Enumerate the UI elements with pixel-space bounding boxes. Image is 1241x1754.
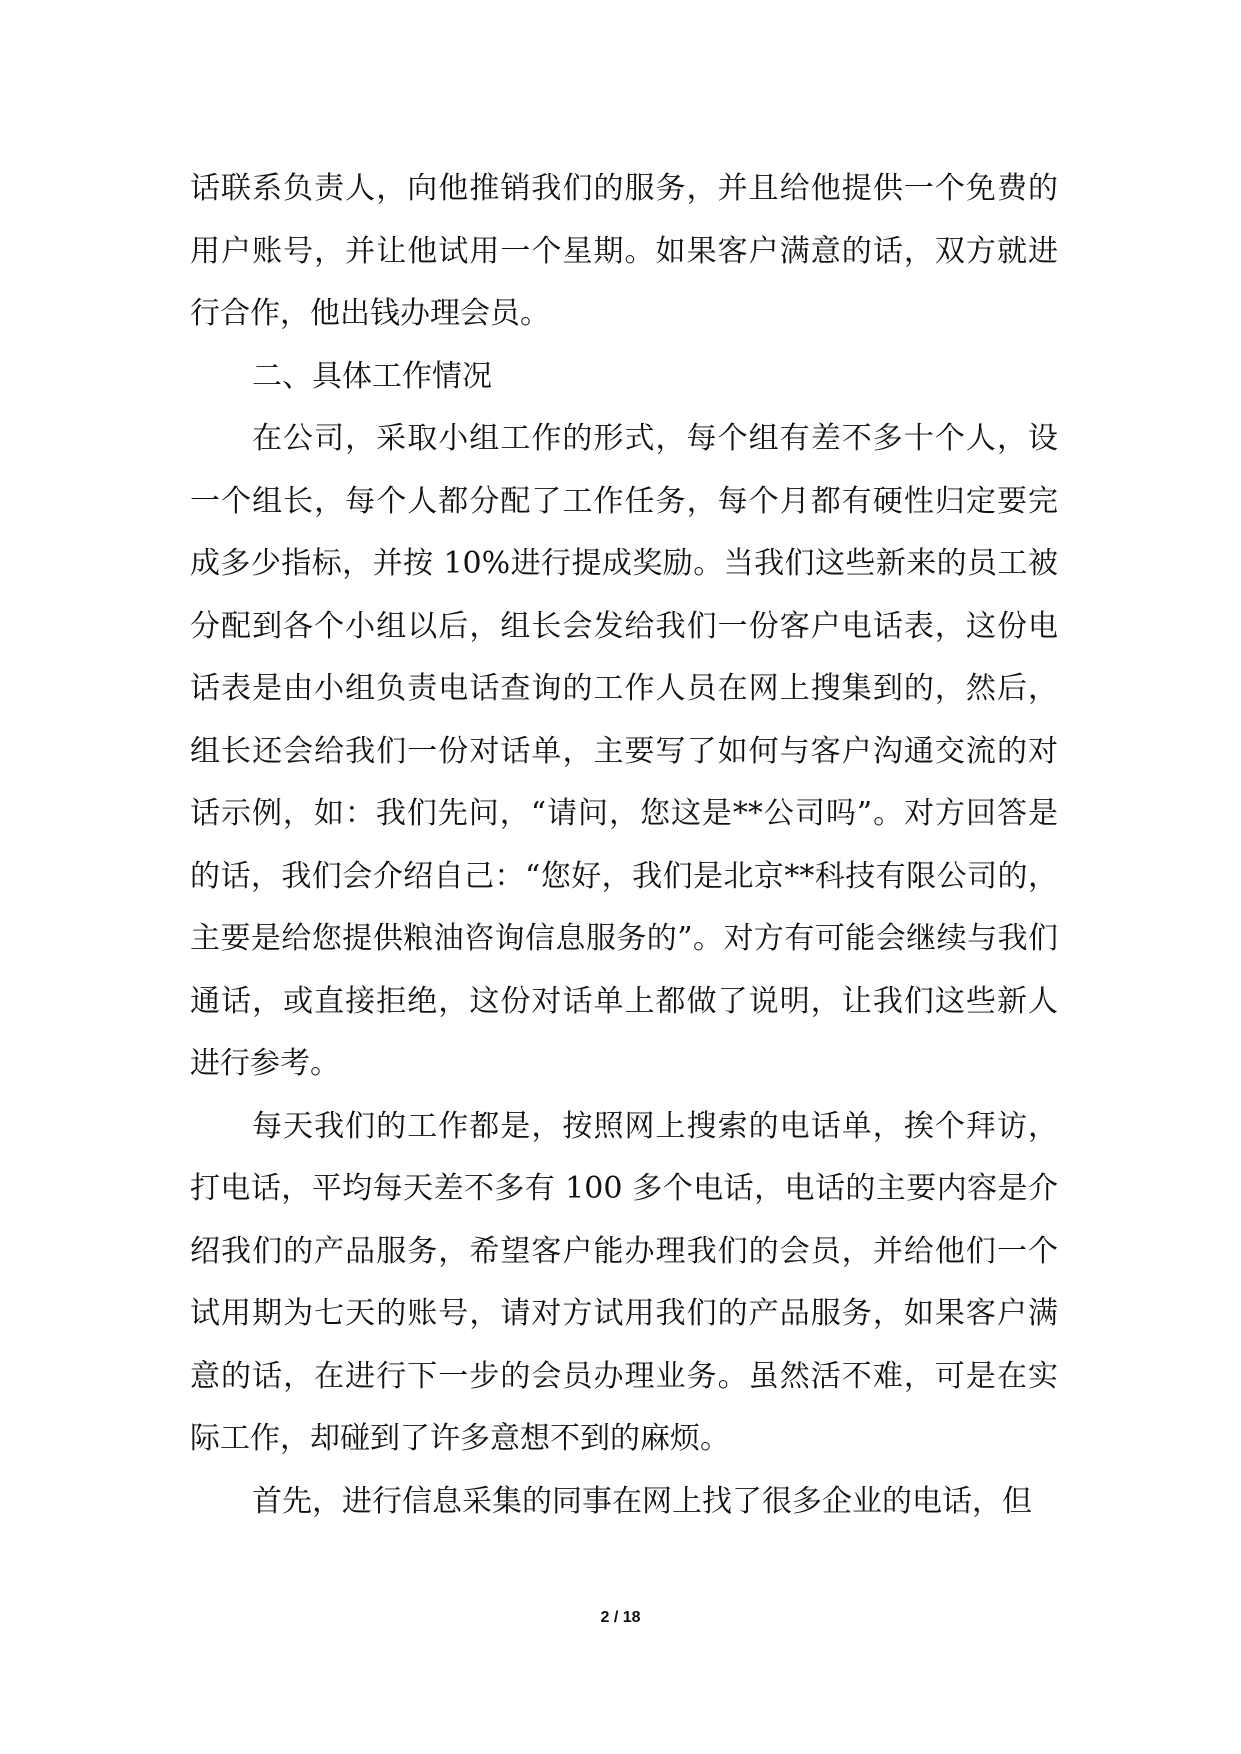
paragraph-continuation: 话联系负责人，向他推销我们的服务，并且给他提供一个免费的用户账号，并让他试用一个星期。如果客户满意的话，双方就进行合作，他出钱办理会员。 bbox=[190, 171, 1058, 331]
paragraph-first-problem: 首先，进行信息采集的同事在网上找了很多企业的电话，但 bbox=[252, 1483, 1032, 1519]
paragraph-work-description: 在公司，采取小组工作的形式，每个组有差不多十个人，设一个组长，每个人都分配了工作任务，每个月都有硬性归定要完成多少指标，并按 10%进行提成奖励。当我们这些新来的员工被分配到各个小组以后，组长会发给我们一份客户电话表，这份电话表是由小组负责电话查询的工作人员在网上搜集到的，然后，组长还会给我们一份对话单，主要写了如何与客户沟通交流的对话示例，如：我们先问，“请问，您这是**公司吗”。对方回答是的话，我们会介绍自己：“您好，我们是北京**科技有限公司的，主要是给您提供粮油咨询信息服务的”。对方有可能会继续与我们通话，或直接拒绝，这份对话单上都做了说明，让我们这些新人进行参考。 bbox=[190, 421, 1058, 1081]
section-heading: 二、具体工作情况 bbox=[252, 358, 492, 394]
page-number: 2 / 18 bbox=[600, 1609, 641, 1626]
paragraph-daily-work: 每天我们的工作都是，按照网上搜索的电话单，挨个拜访，打电话，平均每天差不多有 100 多个电话，电话的主要内容是介绍我们的产品服务，希望客户能办理我们的会员，并给他们一个试用期为七天的账号，请对方试用我们的产品服务，如果客户满意的话，在进行下一步的会员办理业务。虽然活不难，可是在实际工作，却碰到了许多意想不到的麻烦。 bbox=[190, 1108, 1058, 1456]
document-body bbox=[190, 158, 1058, 1533]
